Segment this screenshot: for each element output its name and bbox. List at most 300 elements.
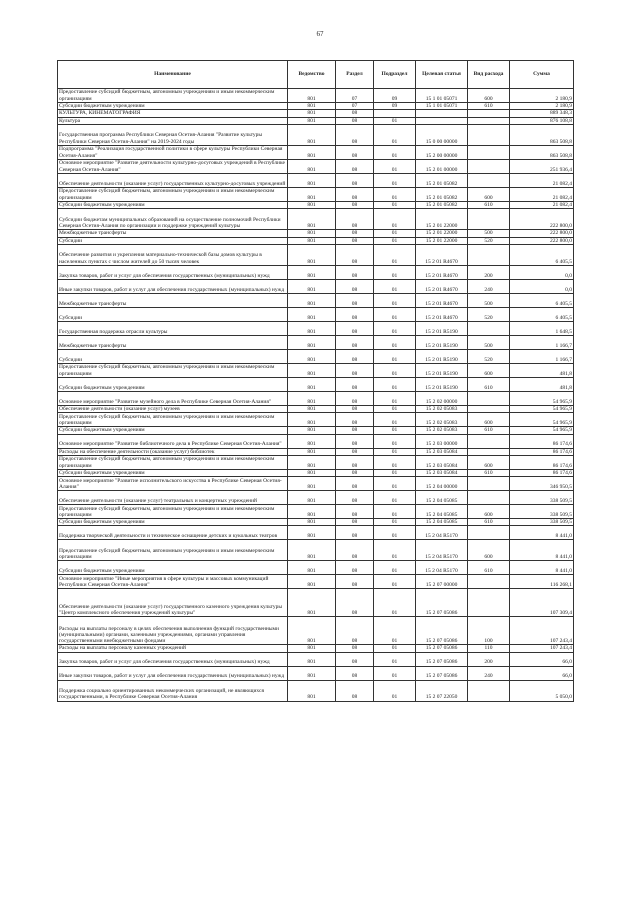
row-name: Субсидии бюджетам муниципальных образований на осуществление полномочий Республики Северная Осетия-Алания по организации и поддержке учреждений культуры: [58, 209, 288, 230]
row-subsection: 01: [374, 173, 416, 187]
row-expense-type: 100: [468, 617, 510, 645]
row-amount: 0,0: [510, 265, 574, 279]
table-row: [58, 645, 574, 652]
row-subsection: 01: [374, 307, 416, 321]
row-amount: 21 082,4: [510, 187, 574, 201]
row-target-article: 15 2 07 05086: [416, 617, 468, 645]
row-department: 801: [288, 589, 336, 617]
col-header-name: Наименование: [58, 61, 288, 89]
row-department: 801: [288, 335, 336, 349]
row-expense-type: 600: [468, 413, 510, 427]
row-target-article: 15 2 01 05082: [416, 173, 468, 187]
row-amount: 338 509,5: [510, 505, 574, 519]
row-department: 801: [288, 561, 336, 575]
row-name: Субсидии бюджетным учреждениям: [58, 519, 288, 526]
row-department: 801: [288, 645, 336, 652]
table-row: [58, 519, 574, 526]
row-expense-type: [468, 405, 510, 412]
row-target-article: 15 2 01 R5190: [416, 321, 468, 335]
row-name: Обеспечение деятельности (оказание услуг) государственного казенного учреждения культуры "Центр комплексного обеспечения учреждений культуры": [58, 589, 288, 617]
table-row: [58, 279, 574, 293]
row-expense-type: 600: [468, 363, 510, 377]
row-target-article: 15 2 02 05083: [416, 427, 468, 434]
row-section: 08: [336, 349, 374, 363]
row-section: 08: [336, 265, 374, 279]
row-amount: 481,8: [510, 377, 574, 391]
row-department: 801: [288, 230, 336, 237]
table-row: [58, 413, 574, 427]
row-name: Межбюджетные трансферты: [58, 293, 288, 307]
row-subsection: 01: [374, 477, 416, 491]
row-amount: 86 174,6: [510, 455, 574, 469]
row-subsection: 01: [374, 117, 416, 124]
row-amount: 338 509,5: [510, 519, 574, 526]
row-target-article: 15 2 01 22000: [416, 209, 468, 230]
row-department: 801: [288, 377, 336, 391]
row-subsection: 01: [374, 680, 416, 701]
table-row: [58, 405, 574, 412]
table-row: [58, 349, 574, 363]
row-expense-type: 500: [468, 230, 510, 237]
row-expense-type: [468, 124, 510, 145]
row-expense-type: [468, 117, 510, 124]
row-section: 08: [336, 491, 374, 505]
table-row: [58, 617, 574, 645]
row-section: 08: [336, 427, 374, 434]
table-row: [58, 540, 574, 561]
row-expense-type: 600: [468, 187, 510, 201]
row-subsection: 01: [374, 448, 416, 455]
row-expense-type: 520: [468, 237, 510, 244]
row-amount: 8 441,0: [510, 561, 574, 575]
row-target-article: 15 2 01 05082: [416, 187, 468, 201]
row-target-article: 15 2 02 05083: [416, 405, 468, 412]
row-department: 801: [288, 526, 336, 540]
row-expense-type: 240: [468, 666, 510, 680]
row-department: 801: [288, 491, 336, 505]
row-subsection: 01: [374, 187, 416, 201]
row-section: 08: [336, 434, 374, 448]
row-subsection: [374, 110, 416, 117]
row-name: Расходы на обеспечение деятельности (оказание услуг) библиотек: [58, 448, 288, 455]
row-department: 801: [288, 413, 336, 427]
row-amount: 21 082,4: [510, 173, 574, 187]
row-section: 08: [336, 307, 374, 321]
row-name: Обеспечение деятельности (оказание услуг) музеев: [58, 405, 288, 412]
row-section: 08: [336, 117, 374, 124]
row-amount: 8 441,0: [510, 526, 574, 540]
table-row: [58, 477, 574, 491]
row-target-article: 15 2 01 R4670: [416, 265, 468, 279]
row-department: 801: [288, 173, 336, 187]
row-target-article: 15 1 01 05071: [416, 89, 468, 103]
row-department: 801: [288, 117, 336, 124]
row-section: 08: [336, 237, 374, 244]
row-target-article: 15 2 07 05086: [416, 666, 468, 680]
row-department: 801: [288, 652, 336, 666]
row-section: 08: [336, 209, 374, 230]
row-section: 07: [336, 103, 374, 110]
row-amount: 1 166,7: [510, 349, 574, 363]
row-amount: 86 174,6: [510, 448, 574, 455]
row-name: Закупка товаров, работ и услуг для обеспечения государственных (муниципальных) нужд: [58, 652, 288, 666]
row-subsection: 01: [374, 145, 416, 159]
row-section: 08: [336, 145, 374, 159]
row-name: Субсидии бюджетным учреждениям: [58, 103, 288, 110]
row-subsection: 01: [374, 230, 416, 237]
row-section: 08: [336, 187, 374, 201]
row-expense-type: 500: [468, 293, 510, 307]
table-row: [58, 666, 574, 680]
row-target-article: 15 2 07 05086: [416, 645, 468, 652]
row-subsection: 01: [374, 244, 416, 265]
row-subsection: 01: [374, 469, 416, 476]
row-amount: 21 082,4: [510, 201, 574, 208]
row-name: Субсидии: [58, 307, 288, 321]
row-expense-type: [468, 434, 510, 448]
row-target-article: 15 2 07 00000: [416, 575, 468, 589]
row-section: 08: [336, 124, 374, 145]
row-amount: 222 800,0: [510, 209, 574, 230]
row-name: Субсидии бюджетным учреждениям: [58, 201, 288, 208]
row-subsection: 01: [374, 159, 416, 173]
budget-table: [57, 60, 574, 702]
row-department: 801: [288, 265, 336, 279]
row-subsection: 01: [374, 321, 416, 335]
row-expense-type: [468, 680, 510, 701]
row-amount: 86 174,6: [510, 469, 574, 476]
table-row: [58, 201, 574, 208]
table-row: [58, 110, 574, 117]
row-amount: 5 050,0: [510, 680, 574, 701]
row-name: Предоставление субсидий бюджетным, автономным учреждениям и иным некоммерческим организациям: [58, 540, 288, 561]
row-amount: 0,0: [510, 279, 574, 293]
row-subsection: 01: [374, 575, 416, 589]
row-section: 08: [336, 321, 374, 335]
row-department: 801: [288, 110, 336, 117]
row-section: 08: [336, 293, 374, 307]
row-amount: 6 405,5: [510, 307, 574, 321]
row-department: 801: [288, 279, 336, 293]
row-subsection: 01: [374, 455, 416, 469]
table-row: [58, 652, 574, 666]
row-target-article: 15 2 04 R5170: [416, 540, 468, 561]
row-target-article: 15 2 04 R5170: [416, 561, 468, 575]
table-row: [58, 335, 574, 349]
row-amount: 2 180,9: [510, 103, 574, 110]
row-department: 801: [288, 321, 336, 335]
row-expense-type: [468, 145, 510, 159]
table-row: [58, 321, 574, 335]
row-amount: 54 965,9: [510, 427, 574, 434]
row-subsection: 01: [374, 589, 416, 617]
row-subsection: 01: [374, 427, 416, 434]
row-expense-type: 610: [468, 427, 510, 434]
row-name: Государственная программа Республики Северная Осетия-Алания "Развитие культуры Республики Северная Осетия-Алания" на 2019-2024 годы: [58, 124, 288, 145]
row-amount: 8 441,0: [510, 540, 574, 561]
row-subsection: 01: [374, 201, 416, 208]
row-subsection: 01: [374, 279, 416, 293]
row-name: Расходы на выплаты персоналу в целях обеспечения выполнения функций государственными (муниципальными) органами, казенными учреждениями, органами управления государственными внебюджетными фондами: [58, 617, 288, 645]
table-row: [58, 455, 574, 469]
row-section: 08: [336, 201, 374, 208]
row-expense-type: 610: [468, 469, 510, 476]
row-section: 08: [336, 526, 374, 540]
row-expense-type: 200: [468, 652, 510, 666]
row-department: 801: [288, 448, 336, 455]
row-expense-type: 520: [468, 307, 510, 321]
row-subsection: 01: [374, 519, 416, 526]
row-section: 08: [336, 363, 374, 377]
row-department: 801: [288, 201, 336, 208]
row-expense-type: [468, 173, 510, 187]
row-amount: 251 936,4: [510, 159, 574, 173]
row-name: Субсидии бюджетным учреждениям: [58, 427, 288, 434]
table-row: [58, 589, 574, 617]
row-name: Подпрограмма "Реализация государственной политики в сфере культуры Республики Северная Осетия-Алания": [58, 145, 288, 159]
row-amount: 6 405,5: [510, 293, 574, 307]
row-target-article: 15 2 01 05082: [416, 201, 468, 208]
row-section: 08: [336, 159, 374, 173]
row-amount: 6 405,5: [510, 244, 574, 265]
row-name: Обеспечение деятельности (оказание услуг) государственных культурно-досуговых учреждений: [58, 173, 288, 187]
row-expense-type: 610: [468, 561, 510, 575]
row-expense-type: [468, 209, 510, 230]
row-expense-type: [468, 110, 510, 117]
row-target-article: 15 2 07 22050: [416, 680, 468, 701]
row-department: 801: [288, 124, 336, 145]
row-name: Субсидии: [58, 237, 288, 244]
row-amount: 222 800,0: [510, 237, 574, 244]
row-expense-type: 600: [468, 455, 510, 469]
row-department: 801: [288, 469, 336, 476]
row-target-article: 15 2 04 05085: [416, 519, 468, 526]
row-section: 08: [336, 230, 374, 237]
row-name: Основное мероприятие "Развитие исполнительского искусства в Республике Северная Осетия-Алания": [58, 477, 288, 491]
row-expense-type: [468, 477, 510, 491]
row-amount: 876 108,8: [510, 117, 574, 124]
row-section: 08: [336, 477, 374, 491]
table-header-row: [58, 61, 574, 89]
row-department: 801: [288, 89, 336, 103]
row-name: Предоставление субсидий бюджетным, автономным учреждениям и иным некоммерческим организациям: [58, 89, 288, 103]
row-expense-type: 610: [468, 201, 510, 208]
table-row: [58, 575, 574, 589]
row-name: Закупка товаров, работ и услуг для обеспечения государственных (муниципальных) нужд: [58, 265, 288, 279]
row-subsection: 01: [374, 391, 416, 405]
row-expense-type: 610: [468, 377, 510, 391]
row-subsection: 01: [374, 617, 416, 645]
row-subsection: 01: [374, 645, 416, 652]
row-expense-type: 520: [468, 349, 510, 363]
table-row: [58, 209, 574, 230]
row-subsection: 09: [374, 103, 416, 110]
col-header-expense-type: Вид расхода: [468, 61, 510, 89]
row-department: 801: [288, 159, 336, 173]
row-subsection: 01: [374, 405, 416, 412]
row-amount: 481,8: [510, 363, 574, 377]
row-department: 801: [288, 244, 336, 265]
row-department: 801: [288, 617, 336, 645]
row-section: 08: [336, 680, 374, 701]
row-expense-type: 610: [468, 519, 510, 526]
table-row: [58, 427, 574, 434]
row-section: 08: [336, 589, 374, 617]
row-expense-type: [468, 589, 510, 617]
row-department: 801: [288, 293, 336, 307]
row-name: Основное мероприятие "Развитие деятельности культурно-досуговых учреждений в Республике Северная Осетия-Алания": [58, 159, 288, 173]
row-amount: 2 180,9: [510, 89, 574, 103]
row-section: 08: [336, 652, 374, 666]
row-target-article: 15 2 01 R5190: [416, 377, 468, 391]
row-target-article: [416, 117, 468, 124]
table-row: [58, 680, 574, 701]
row-department: 801: [288, 505, 336, 519]
row-target-article: 15 2 01 R4670: [416, 279, 468, 293]
row-target-article: 15 2 07 05086: [416, 652, 468, 666]
table-row: [58, 448, 574, 455]
row-name: Культура: [58, 117, 288, 124]
row-section: 08: [336, 505, 374, 519]
row-department: 801: [288, 540, 336, 561]
row-amount: 1 166,7: [510, 335, 574, 349]
row-subsection: 01: [374, 293, 416, 307]
row-name: Предоставление субсидий бюджетным, автономным учреждениям и иным некоммерческим организациям: [58, 413, 288, 427]
table-row: [58, 124, 574, 145]
row-department: 801: [288, 477, 336, 491]
row-target-article: 15 2 01 R5190: [416, 349, 468, 363]
row-section: 08: [336, 377, 374, 391]
table-row: [58, 244, 574, 265]
table-row: [58, 173, 574, 187]
row-section: 08: [336, 617, 374, 645]
row-expense-type: 600: [468, 505, 510, 519]
row-expense-type: [468, 159, 510, 173]
row-section: 08: [336, 469, 374, 476]
row-department: 801: [288, 103, 336, 110]
row-target-article: 15 2 01 R5190: [416, 363, 468, 377]
row-expense-type: 600: [468, 540, 510, 561]
row-department: 801: [288, 405, 336, 412]
row-name: Основное мероприятие "Развитие библиотечного дела в Республике Северная Осетия-Алания": [58, 434, 288, 448]
table-row: [58, 307, 574, 321]
table-row: [58, 159, 574, 173]
table-row: [58, 230, 574, 237]
row-subsection: 01: [374, 666, 416, 680]
row-target-article: 15 2 04 05085: [416, 505, 468, 519]
row-amount: 107 243,4: [510, 645, 574, 652]
row-subsection: 01: [374, 349, 416, 363]
row-section: 08: [336, 519, 374, 526]
row-expense-type: 500: [468, 335, 510, 349]
row-amount: 222 800,0: [510, 230, 574, 237]
row-name: Обеспечение развития и укрепления материально-технической базы домов культуры в населенных пунктах с числом жителей до 50 тысяч человек: [58, 244, 288, 265]
table-row: [58, 505, 574, 519]
row-department: 801: [288, 455, 336, 469]
table-row: [58, 526, 574, 540]
row-name: Предоставление субсидий бюджетным, автономным учреждениям и иным некоммерческим организациям: [58, 455, 288, 469]
row-section: 08: [336, 666, 374, 680]
row-section: 08: [336, 391, 374, 405]
row-amount: 116 268,1: [510, 575, 574, 589]
row-amount: 1 648,5: [510, 321, 574, 335]
row-expense-type: [468, 391, 510, 405]
row-subsection: 01: [374, 505, 416, 519]
row-expense-type: [468, 526, 510, 540]
row-amount: 107 309,4: [510, 589, 574, 617]
row-subsection: 01: [374, 209, 416, 230]
row-name: Субсидии: [58, 349, 288, 363]
row-amount: 54 965,9: [510, 391, 574, 405]
table-row: [58, 89, 574, 103]
row-section: 08: [336, 405, 374, 412]
row-subsection: 01: [374, 335, 416, 349]
row-department: 801: [288, 307, 336, 321]
row-name: Основное мероприятие "Развитие музейного дела в Республике Северная Осетия-Алания": [58, 391, 288, 405]
row-amount: 66,0: [510, 652, 574, 666]
table-row: [58, 561, 574, 575]
row-name: КУЛЬТУРА, КИНЕМАТОГРАФИЯ: [58, 110, 288, 117]
table-row: [58, 293, 574, 307]
row-expense-type: 610: [468, 103, 510, 110]
row-target-article: 15 2 02 05083: [416, 413, 468, 427]
row-subsection: 01: [374, 540, 416, 561]
row-target-article: 15 2 04 R5170: [416, 526, 468, 540]
row-section: 07: [336, 89, 374, 103]
row-department: 801: [288, 575, 336, 589]
row-subsection: 01: [374, 237, 416, 244]
row-expense-type: [468, 575, 510, 589]
row-department: 801: [288, 187, 336, 201]
row-name: Межбюджетные трансферты: [58, 230, 288, 237]
row-name: Межбюджетные трансферты: [58, 335, 288, 349]
row-target-article: 15 2 01 22000: [416, 237, 468, 244]
row-target-article: 15 2 03 00000: [416, 434, 468, 448]
row-section: 08: [336, 645, 374, 652]
row-section: 08: [336, 413, 374, 427]
row-name: Обеспечение деятельности (оказание услуг) театральных и концертных учреждений: [58, 491, 288, 505]
row-section: 08: [336, 561, 374, 575]
row-section: 08: [336, 110, 374, 117]
row-subsection: 01: [374, 124, 416, 145]
row-target-article: 15 2 03 05084: [416, 455, 468, 469]
row-expense-type: 110: [468, 645, 510, 652]
row-department: 801: [288, 349, 336, 363]
row-subsection: 01: [374, 434, 416, 448]
row-subsection: 01: [374, 377, 416, 391]
row-department: 801: [288, 209, 336, 230]
row-amount: 107 243,4: [510, 617, 574, 645]
row-target-article: 15 2 04 05085: [416, 491, 468, 505]
row-target-article: 15 2 03 05084: [416, 469, 468, 476]
page-number: 67: [316, 30, 324, 38]
row-amount: 54 965,9: [510, 413, 574, 427]
table-row: [58, 469, 574, 476]
row-amount: 338 509,5: [510, 491, 574, 505]
row-expense-type: [468, 244, 510, 265]
row-name: Предоставление субсидий бюджетным, автономным учреждениям и иным некоммерческим организациям: [58, 187, 288, 201]
row-subsection: 01: [374, 652, 416, 666]
row-department: 801: [288, 519, 336, 526]
row-target-article: 15 2 07 05086: [416, 589, 468, 617]
col-header-department: Ведомство: [288, 61, 336, 89]
row-target-article: 15 2 01 00000: [416, 159, 468, 173]
row-department: 801: [288, 427, 336, 434]
row-target-article: 15 1 01 05071: [416, 103, 468, 110]
row-target-article: 15 2 04 00000: [416, 477, 468, 491]
row-section: 08: [336, 448, 374, 455]
row-name: Расходы на выплаты персоналу казенных учреждений: [58, 645, 288, 652]
